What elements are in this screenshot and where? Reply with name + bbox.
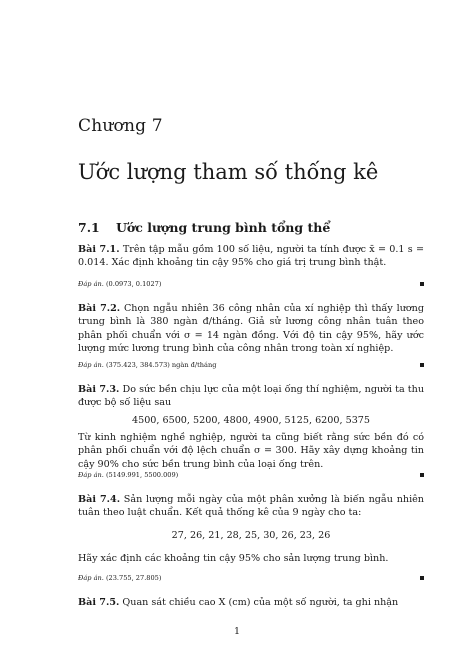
qed-mark — [420, 282, 424, 286]
problem-text: Trên tập mẫu gồm 100 số liệu, người ta tính được x̄ = 0.1 s = 0.014. Xác định khoảng tin cậy 95% cho giá trị trung bình thật. — [78, 244, 424, 269]
answer-7-2 — [78, 361, 424, 370]
answer-value: (375.423, 384.573) ngàn đ/tháng — [105, 361, 217, 369]
chapter-title: Ước lượng tham số thống kê — [78, 160, 379, 184]
problem-label: Bài 7.3. — [78, 384, 120, 395]
answer-value: (0.0973, 0.1027) — [105, 280, 162, 288]
problem-label: Bài 7.5. — [78, 597, 120, 608]
answer-7-4 — [78, 574, 424, 583]
problem-text-after: Hãy xác định các khoảng tin cậy 95% cho sản lượng trung bình. — [78, 552, 389, 564]
problem-7-4 — [78, 493, 424, 565]
qed-mark — [420, 473, 424, 477]
chapter-label: Chương 7 — [78, 116, 163, 136]
problem-text: Quan sát chiều cao X (cm) của một số người, ta ghi nhận — [122, 597, 399, 608]
problem-text-after: Từ kinh nghiệm nghề nghiệp, người ta cũng biết rằng sức bền đó có phân phối chuẩn với độ lệch chuẩn σ = 300. Hãy xây dựng khoảng tin cậy 90% cho sức bền trung bình của loại ống trên. — [78, 431, 424, 470]
data-equation: 27, 26, 21, 28, 25, 30, 26, 23, 26 — [171, 529, 331, 541]
problem-text: Do sức bền chịu lực của một loại ống thí nghiệm, người ta thu được bộ số liệu sau — [78, 384, 424, 409]
problem-7-3 — [78, 383, 424, 471]
problem-label: Bài 7.2. — [78, 303, 121, 314]
section-number: 7.1 — [78, 220, 100, 235]
problem-text: Sản lượng mỗi ngày của một phân xưởng là biến ngẫu nhiên tuân theo luật chuẩn. Kết quả thống kê của 9 ngày cho ta: — [78, 494, 424, 519]
answer-7-1 — [78, 280, 424, 289]
problem-7-2 — [78, 302, 424, 356]
problem-text: Chọn ngẫu nhiên 36 công nhân của xí nghiệp thì thấy lương trung bình là 380 ngàn đ/tháng. Giả sử lương công nhân tuân theo phân phối chuẩn với σ = 14 ngàn đồng. Với độ tin cậy 95%, hãy ước lượng mức lương trung bình của công nhân trong toàn xí nghiệp. — [78, 303, 424, 355]
qed-mark — [420, 363, 424, 367]
data-equation: 4500, 6500, 5200, 4800, 4900, 5125, 6200, 5375 — [131, 414, 371, 426]
answer-value: (23.755, 27.805) — [105, 574, 162, 582]
answer-7-3 — [78, 471, 424, 480]
answer-label: Đáp án. — [78, 471, 104, 479]
answer-label: Đáp án. — [78, 574, 104, 582]
answer-label: Đáp án. — [78, 280, 104, 288]
problem-7-5 — [78, 596, 424, 609]
section-title: Ước lượng trung bình tổng thể — [116, 220, 331, 235]
problem-label: Bài 7.1. — [78, 244, 120, 255]
answer-value: (5149.991, 5500.009) — [105, 471, 179, 479]
answer-label: Đáp án. — [78, 361, 104, 369]
qed-mark — [420, 576, 424, 580]
problem-label: Bài 7.4. — [78, 494, 121, 505]
problem-7-1 — [78, 243, 424, 270]
page-number: 1 — [233, 626, 241, 637]
section-heading — [78, 220, 330, 235]
